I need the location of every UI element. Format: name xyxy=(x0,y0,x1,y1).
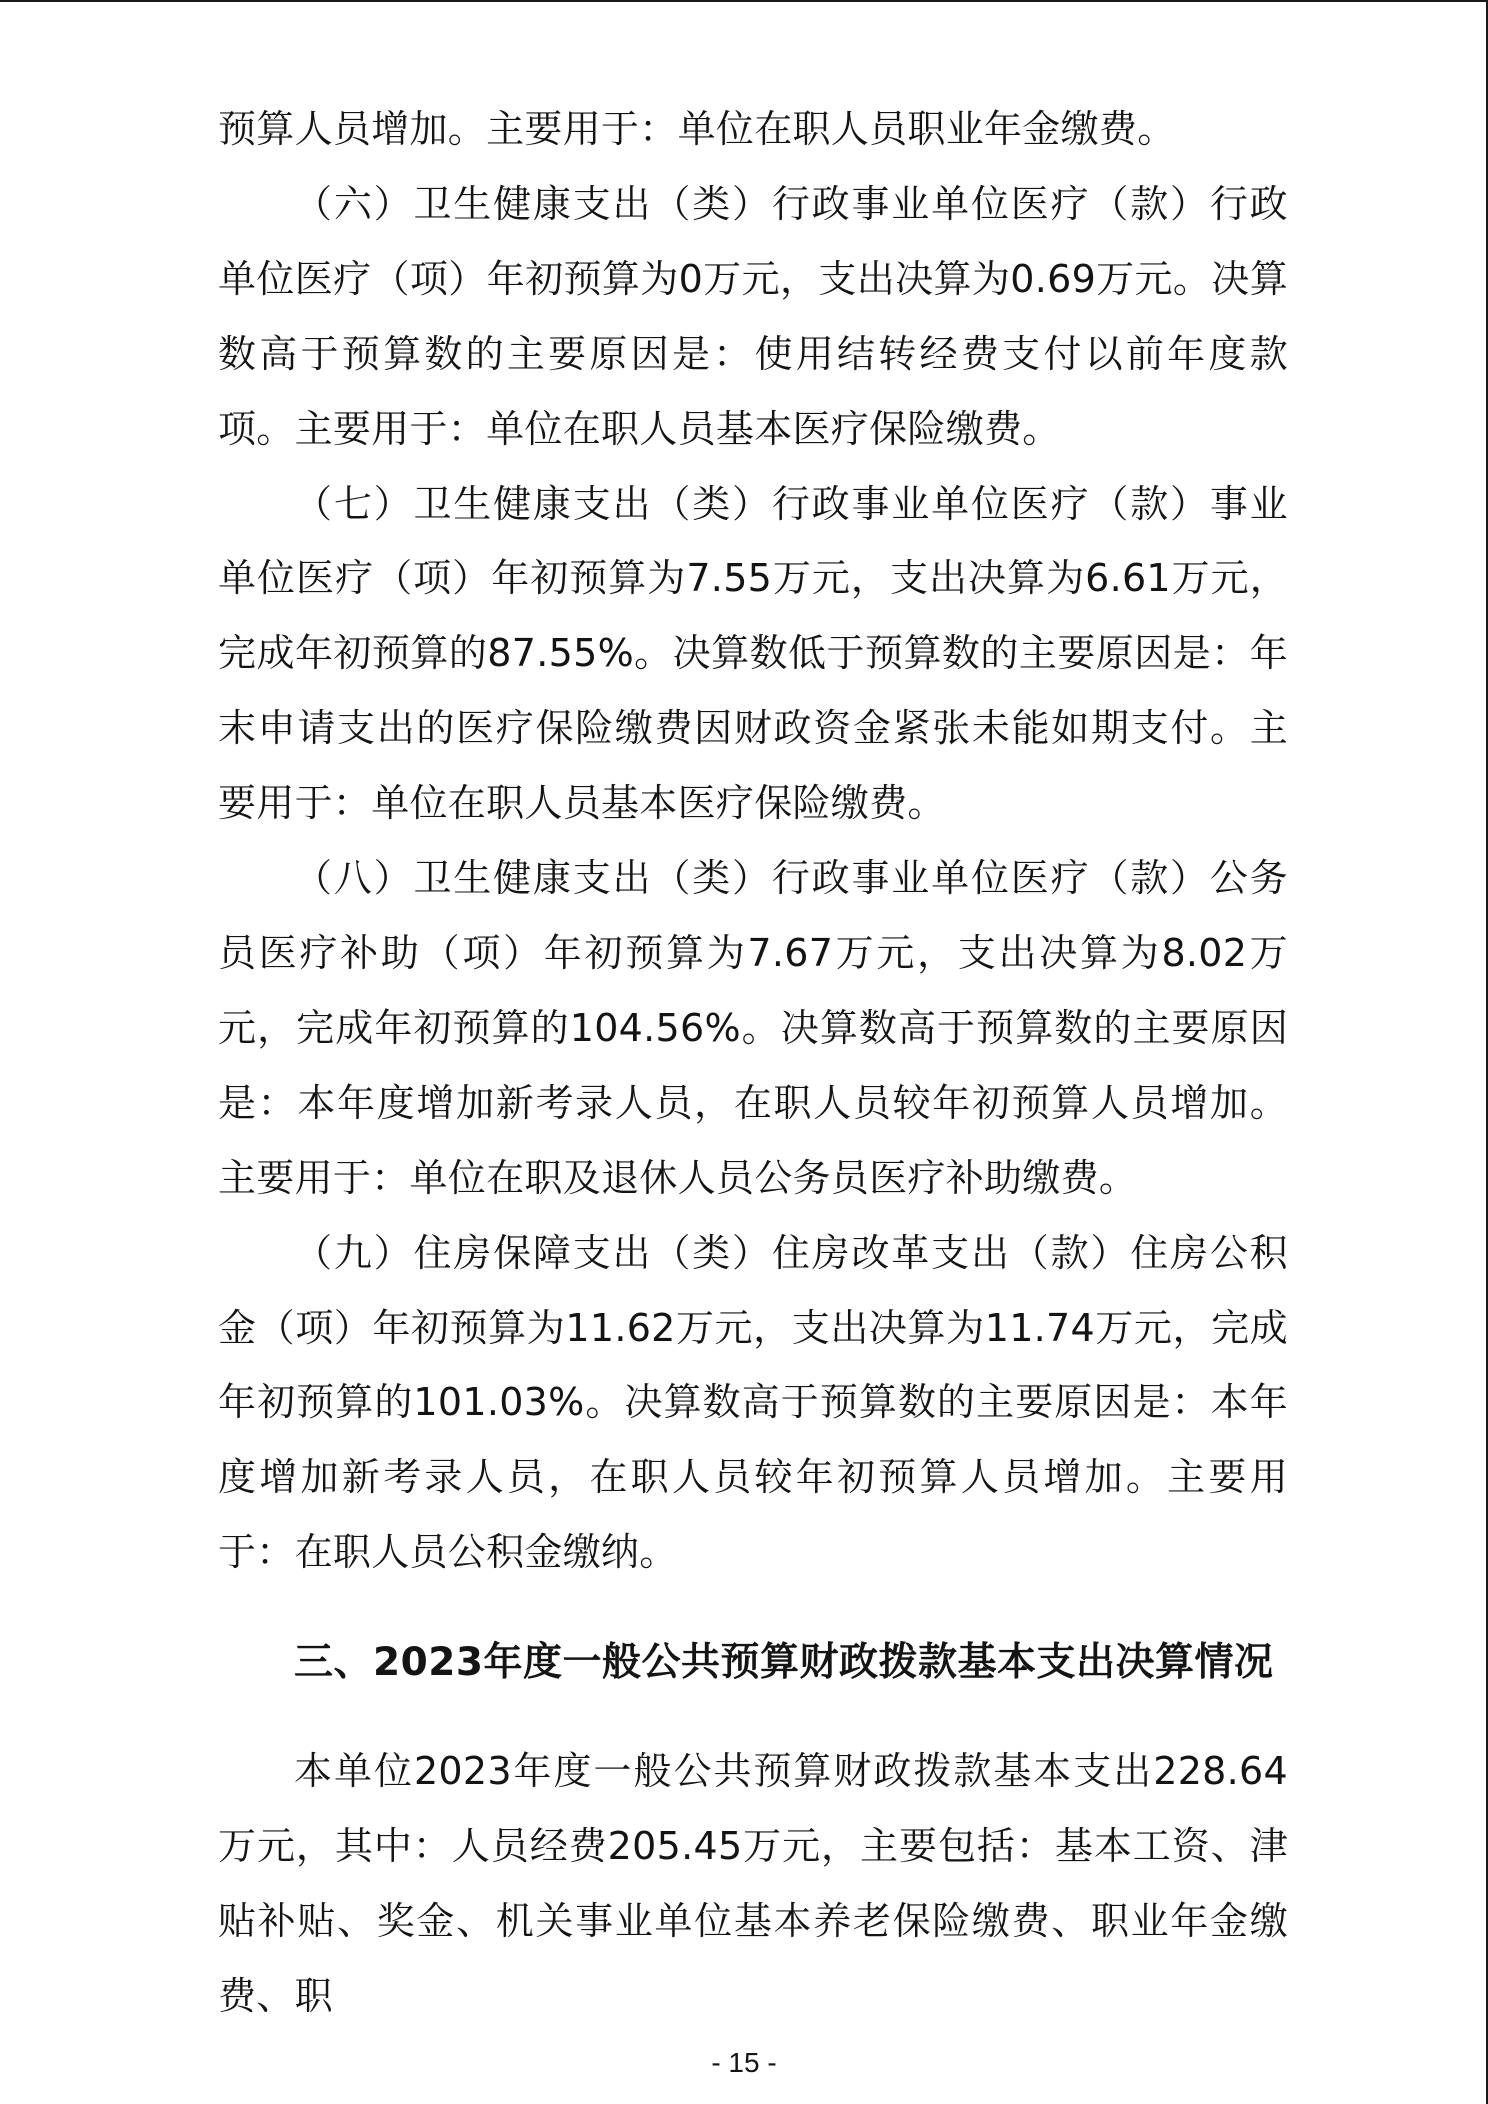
page-number: - 15 - xyxy=(711,2047,777,2078)
paragraph-basic-expenditure: 本单位2023年度一般公共预算财政拨款基本支出228.64万元，其中：人员经费205.45万元，主要包括：基本工资、津贴补贴、奖金、机关事业单位基本养老保险缴费、职业年金缴费、职 xyxy=(218,1749,1288,2018)
section-heading: 三、2023年度一般公共预算财政拨款基本支出决算情况 xyxy=(294,1640,1274,1686)
paragraph-item-7: （七）卫生健康支出（类）行政事业单位医疗（款）事业单位医疗（项）年初预算为7.55万元，支出决算为6.61万元，完成年初预算的87.55%。决算数低于预算数的主要原因是：年末申请支出的医疗保险缴费因财政资金紧张未能如期支付。主要用于：单位在职人员基本医疗保险缴费。 xyxy=(218,481,1288,826)
document-body xyxy=(218,92,1288,2034)
paragraph-item-8: （八）卫生健康支出（类）行政事业单位医疗（款）公务员医疗补助（项）年初预算为7.67万元，支出决算为8.02万元，完成年初预算的104.56%。决算数高于预算数的主要原因是：本年度增加新考录人员，在职人员较年初预算人员增加。主要用于：单位在职及退休人员公务员医疗补助缴费。 xyxy=(218,856,1288,1200)
paragraph-item-6: （六）卫生健康支出（类）行政事业单位医疗（款）行政单位医疗（项）年初预算为0万元，支出决算为0.69万元。决算数高于预算数的主要原因是：使用结转经费支付以前年度款项。主要用于：单位在职人员基本医疗保险缴费。 xyxy=(218,181,1288,451)
paragraph-item-9: （九）住房保障支出（类）住房改革支出（款）住房公积金（项）年初预算为11.62万元，支出决算为11.74万元，完成年初预算的101.03%。决算数高于预算数的主要原因是：本年度增加新考录人员，在职人员较年初预算人员增加。主要用于：在职人员公积金缴纳。 xyxy=(218,1230,1288,1575)
paragraph-continuation: 预算人员增加。主要用于：单位在职人员职业年金缴费。 xyxy=(218,107,1176,151)
